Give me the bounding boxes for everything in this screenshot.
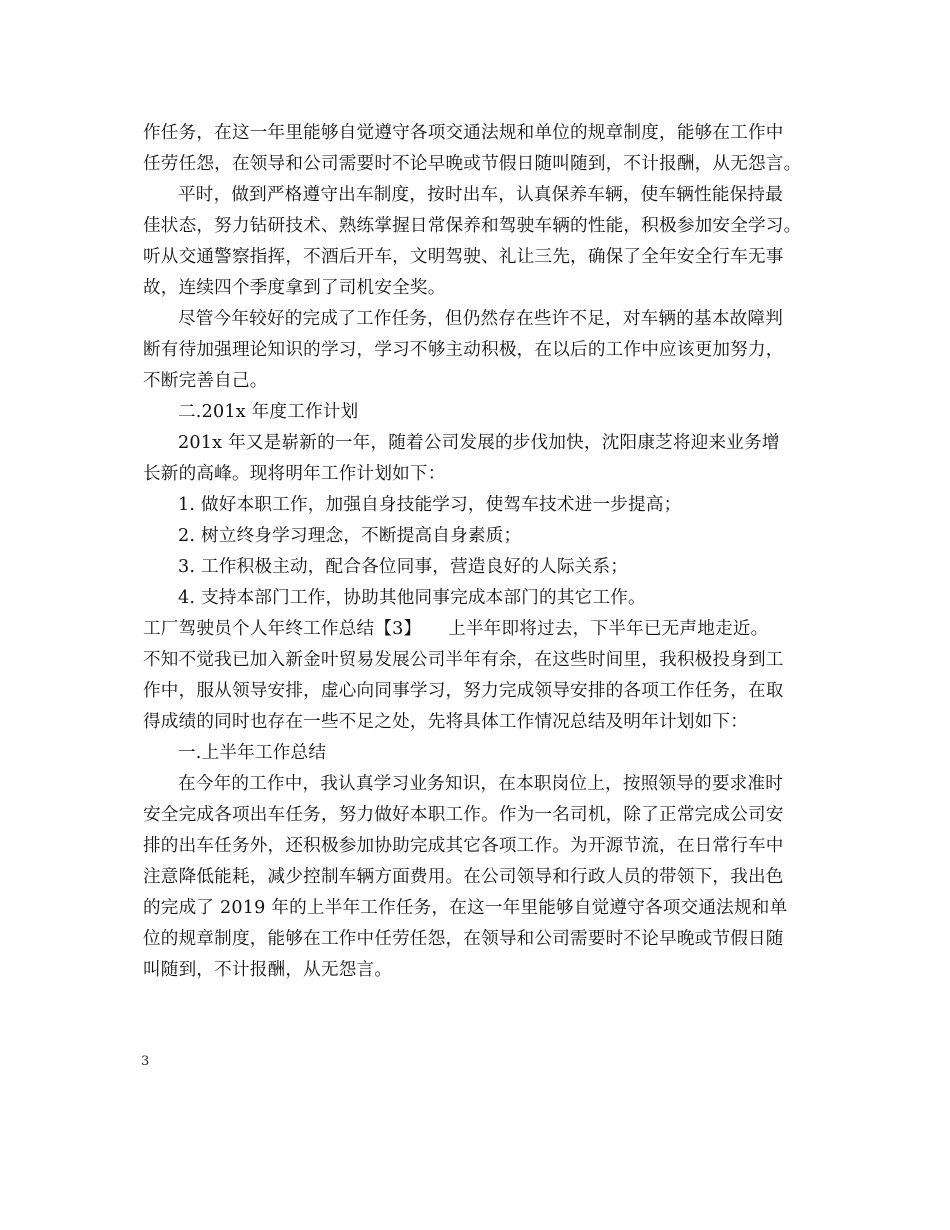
page-number: 3	[141, 1054, 150, 1069]
text-line: 尽管今年较好的完成了工作任务，但仍然存在些许不足，对车辆的基本故障判	[178, 309, 783, 329]
text-line: 工厂驾驶员个人年终工作总结【3】 上半年即将过去，下半年已无声地走近。	[143, 619, 769, 639]
text-line: 佳状态，努力钻研技术、熟练掌握日常保养和驾驶车辆的性能，积极参加安全学习。	[143, 216, 802, 236]
text-line: 排的出车任务外，还积极参加协助完成其它各项工作。为开源节流，在日常行车中	[143, 836, 784, 856]
text-line: 平时，做到严格遵守出车制度，按时出车，认真保养车辆，使车辆性能保持最	[178, 185, 783, 205]
text-line: 任劳任怨，在领导和公司需要时不论早晚或节假日随叫随到，不计报酬，从无怨言。	[143, 154, 802, 174]
text-line: 断有待加强理论知识的学习，学习不够主动积极，在以后的工作中应该更加努力，	[143, 340, 784, 360]
text-line: 4. 支持本部门工作，协助其他同事完成本部门的其它工作。	[178, 588, 646, 608]
document-body	[143, 118, 823, 986]
text-line: 二.201x 年度工作计划	[178, 402, 359, 422]
text-line: 位的规章制度，能够在工作中任劳任怨，在领导和公司需要时不论早晚或节假日随	[143, 929, 784, 949]
text-line: 在今年的工作中，我认真学习业务知识，在本职岗位上，按照领导的要求准时	[178, 774, 783, 794]
text-line: 作中，服从领导安排，虚心向同事学习，努力完成领导安排的各项工作任务，在取	[143, 681, 784, 701]
text-line: 注意降低能耗，减少控制车辆方面费用。在公司领导和行政人员的带领下，我出色	[143, 867, 784, 887]
text-line: 故，连续四个季度拿到了司机安全奖。	[143, 278, 446, 298]
text-line: 1. 做好本职工作，加强自身技能学习，使驾车技术进一步提高；	[178, 495, 682, 515]
text-line: 201x 年又是崭新的一年，随着公司发展的步伐加快，沈阳康芝将迎来业务增	[178, 433, 780, 453]
text-line: 一.上半年工作总结	[178, 743, 327, 763]
text-line: 不断完善自己。	[143, 371, 268, 391]
text-line: 安全完成各项出车任务，努力做好本职工作。作为一名司机，除了正常完成公司安	[143, 805, 784, 825]
text-line: 叫随到，不计报酬，从无怨言。	[143, 960, 393, 980]
text-line: 的完成了 2019 年的上半年工作任务，在这一年里能够自觉遵守各项交通法规和单	[143, 898, 788, 918]
text-line: 长新的高峰。现将明年工作计划如下：	[143, 464, 446, 484]
text-line: 作任务，在这一年里能够自觉遵守各项交通法规和单位的规章制度，能够在工作中	[143, 123, 784, 143]
text-line: 得成绩的同时也存在一些不足之处，先将具体工作情况总结及明年计划如下：	[143, 712, 748, 732]
text-line: 不知不觉我已加入新金叶贸易发展公司半年有余，在这些时间里，我积极投身到工	[143, 650, 784, 670]
text-line: 听从交通警察指挥，不酒后开车，文明驾驶、礼让三先，确保了全年安全行车无事	[143, 247, 784, 267]
text-line: 2. 树立终身学习理念，不断提高自身素质；	[178, 526, 522, 546]
text-line: 3. 工作积极主动，配合各位同事，营造良好的人际关系；	[178, 557, 629, 577]
